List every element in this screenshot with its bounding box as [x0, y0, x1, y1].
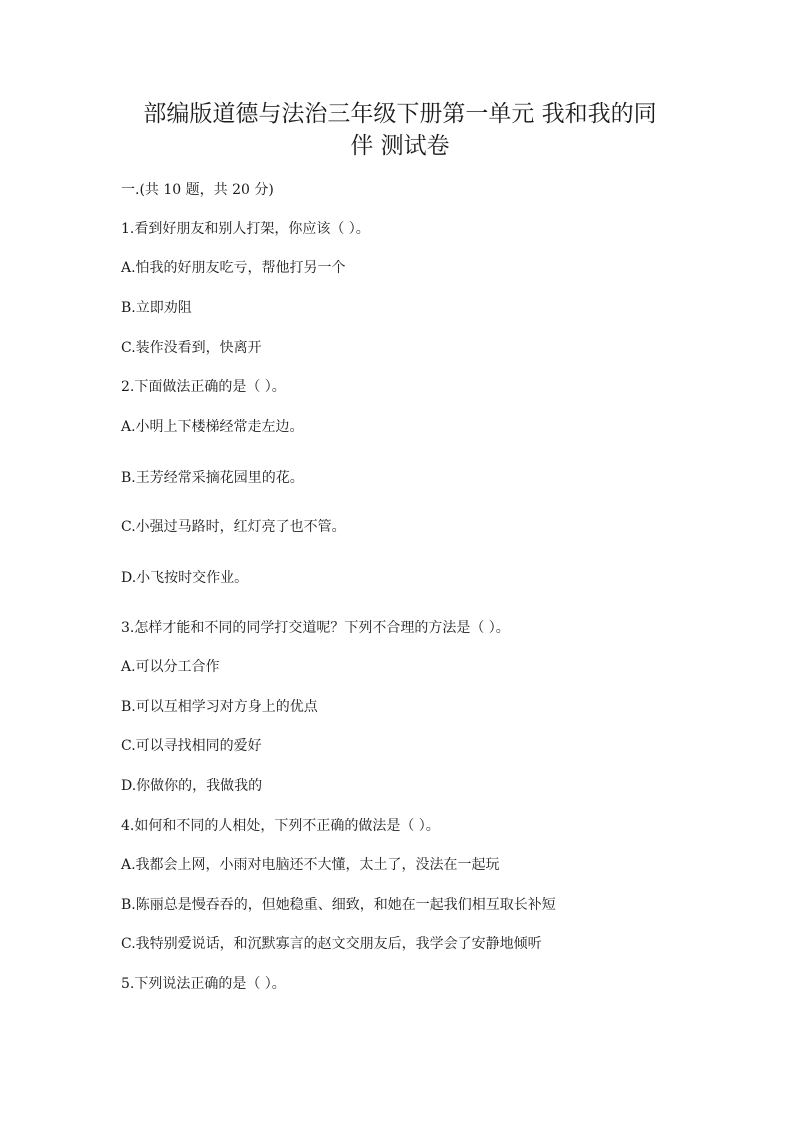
page-title-line-1: 部编版道德与法治三年级下册第一单元 我和我的同 [143, 101, 657, 127]
question-1-option-b: B.立即劝阻 [121, 300, 192, 316]
question-2-stem: 2.下面做法正确的是（ ）。 [121, 379, 286, 395]
question-3-option-b: B.可以互相学习对方身上的优点 [121, 699, 318, 715]
question-4-stem: 4.如何和不同的人相处，下列不正确的做法是（ ）。 [121, 818, 440, 834]
question-4-option-a: A.我都会上网，小雨对电脑还不大懂，太土了，没法在一起玩 [121, 857, 500, 873]
question-4-option-b: B.陈丽总是慢吞吞的，但她稳重、细致，和她在一起我们相互取长补短 [121, 897, 556, 913]
question-3-option-d: D.你做你的，我做我的 [121, 778, 263, 794]
question-3-stem: 3.怎样才能和不同的同学打交道呢？下列不合理的方法是（ ）。 [121, 620, 510, 636]
question-1-option-a: A.怕我的好朋友吃亏，帮他打另一个 [121, 260, 346, 276]
question-5-stem: 5.下列说法正确的是（ ）。 [121, 976, 286, 992]
question-3-option-c: C.可以寻找相同的爱好 [121, 738, 262, 754]
question-1-option-c: C.装作没看到，快离开 [121, 340, 262, 356]
question-3-option-a: A.可以分工合作 [121, 659, 220, 675]
question-2-option-c: C.小强过马路时，红灯亮了也不管。 [121, 519, 346, 535]
question-1-stem: 1.看到好朋友和别人打架，你应该（ ）。 [121, 221, 370, 237]
question-2-option-a: A.小明上下楼梯经常走左边。 [121, 419, 304, 435]
question-2-option-d: D.小飞按时交作业。 [121, 570, 249, 586]
page-title-line-2: 伴 测试卷 [350, 133, 450, 159]
question-4-option-c: C.我特别爱说话，和沉默寡言的赵文交朋友后，我学会了安静地倾听 [121, 936, 542, 952]
question-2-option-b: B.王芳经常采摘花园里的花。 [121, 470, 304, 486]
section-heading: 一.(共 10 题，共 20 分) [121, 182, 274, 198]
